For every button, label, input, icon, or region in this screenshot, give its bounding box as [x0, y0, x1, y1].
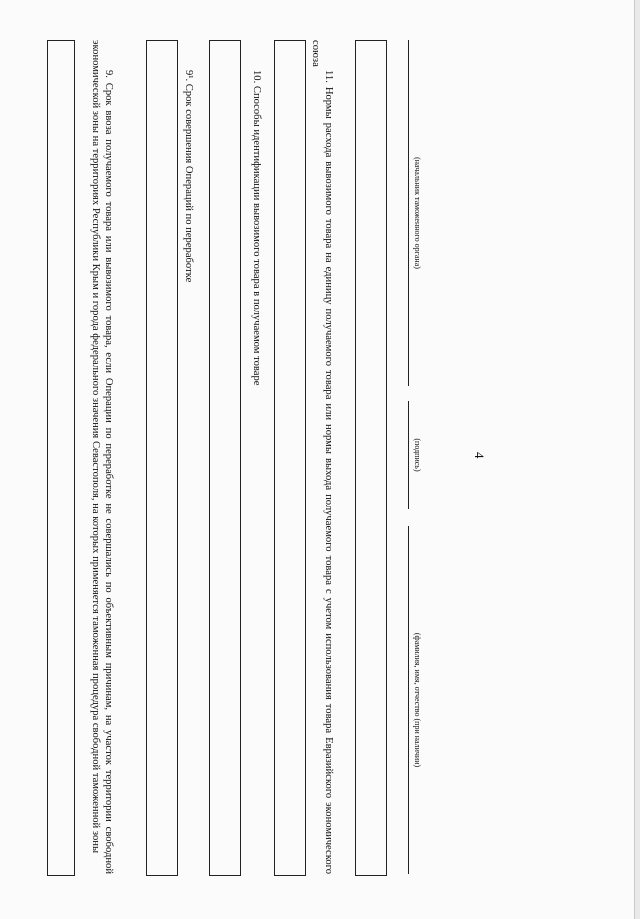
head-signature-line — [408, 40, 409, 386]
name-caption: (фамилия, имя, отчество (при наличии) — [413, 632, 422, 768]
name-line — [408, 526, 409, 874]
field-9-box[interactable] — [146, 40, 178, 876]
head-caption: (начальник таможенного органа) — [413, 157, 422, 269]
page-number: 4 — [472, 452, 487, 459]
sign-line — [408, 401, 409, 509]
field-11-box[interactable] — [355, 40, 387, 876]
item-11-text: 11. Нормы расхода вывозимого товара на единицу получаемого товара или нормы выхода получаемого товара с учетом использования товара Евразийского экономического союза — [310, 40, 334, 874]
field-10-box[interactable] — [274, 40, 306, 876]
item-9-1-text: 9¹. Срок совершения Операций по переработке — [183, 70, 194, 283]
field-9-top-box — [47, 40, 75, 876]
item-10-text: 10. Способы идентификации вывозимого товара в получаемом товаре — [251, 70, 262, 386]
field-9-1-box[interactable] — [209, 40, 241, 876]
sign-caption: (подпись) — [413, 438, 422, 472]
item-9-text: 9. Срок ввоза получаемого товара или вывозимого товара, если Операции по переработке не совершались по объективным причинам, на участок территории свободной экономической зоны на территориях Республики Крым и города федерального значения Севастополя, на которых применяется таможенная процедура свободной таможенной зоны — [90, 40, 114, 874]
